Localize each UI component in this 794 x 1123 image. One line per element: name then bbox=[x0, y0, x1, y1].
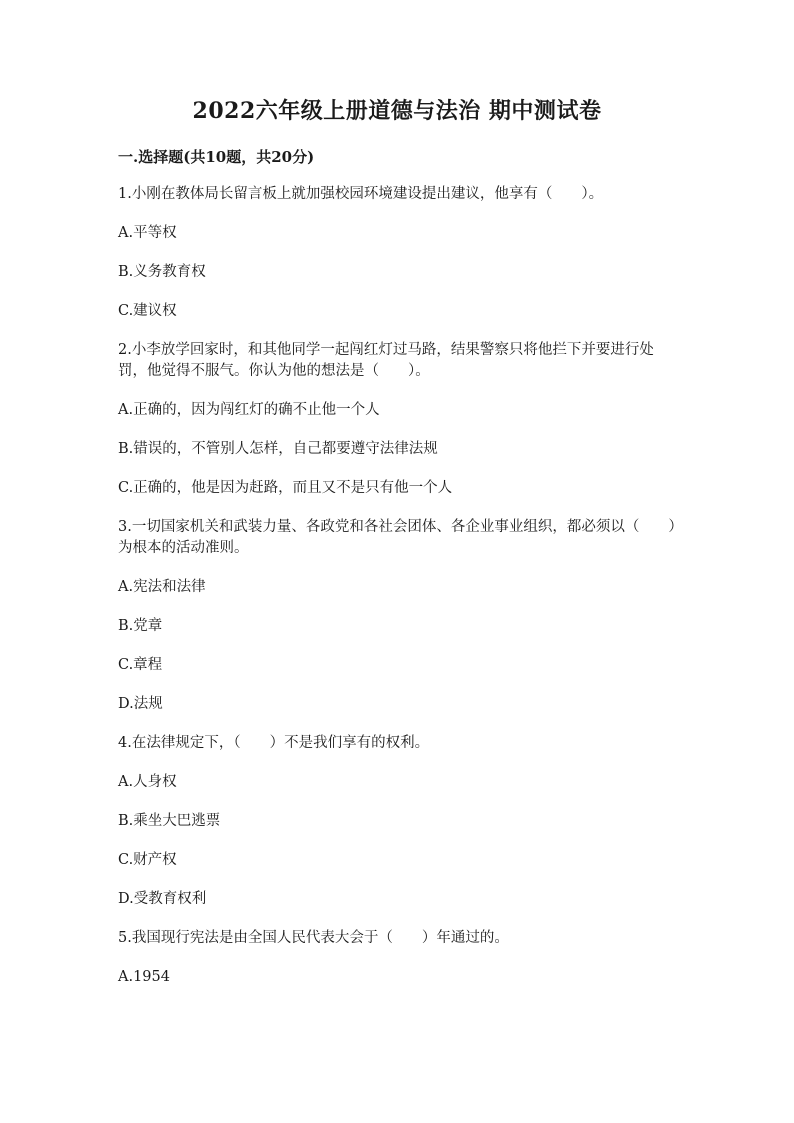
question-2-stem: 2.小李放学回家时，和其他同学一起闯红灯过马路，结果警察只将他拦下并要进行处罚，他觉得不服气。你认为他的想法是（ ）。 bbox=[118, 342, 654, 379]
question-5-stem: 5.我国现行宪法是由全国人民代表大会于（ ）年通过的。 bbox=[118, 930, 509, 946]
question-3-option-b: B.党章 bbox=[118, 618, 163, 634]
question-3-option-a: A.宪法和法律 bbox=[118, 579, 206, 595]
question-4-option-c: C.财产权 bbox=[118, 852, 177, 868]
question-3-option-d: D.法规 bbox=[118, 696, 163, 712]
question-3-option-c: C.章程 bbox=[118, 657, 163, 673]
question-4-option-d: D.受教育权利 bbox=[118, 891, 207, 907]
question-4-stem: 4.在法律规定下，（ ）不是我们享有的权利。 bbox=[118, 735, 430, 751]
question-1-option-b: B.义务教育权 bbox=[118, 264, 206, 280]
question-2-option-a: A.正确的，因为闯红灯的确不止他一个人 bbox=[118, 402, 380, 418]
question-list bbox=[118, 184, 678, 1006]
question-2-option-b: B.错误的，不管别人怎样，自己都要遵守法律法规 bbox=[118, 441, 438, 457]
question-3-stem: 3.一切国家机关和武装力量、各政党和各社会团体、各企业事业组织，都必须以（ ）为根本的活动准则。 bbox=[118, 519, 676, 556]
question-5-option-a: A.1954 bbox=[118, 969, 170, 985]
question-1-stem: 1.小刚在教体局长留言板上就加强校园环境建设提出建议，他享有（ ）。 bbox=[118, 186, 604, 202]
question-4-option-a: A.人身权 bbox=[118, 774, 177, 790]
page-title: 2022六年级上册道德与法治 期中测试卷 bbox=[192, 98, 602, 124]
question-4-option-b: B.乘坐大巴逃票 bbox=[118, 813, 221, 829]
question-1-option-a: A.平等权 bbox=[118, 225, 177, 241]
section-heading: 一.选择题(共10题，共20分) bbox=[118, 148, 315, 166]
question-1-option-c: C.建议权 bbox=[118, 303, 177, 319]
question-2-option-c: C.正确的，他是因为赶路，而且又不是只有他一个人 bbox=[118, 480, 453, 496]
